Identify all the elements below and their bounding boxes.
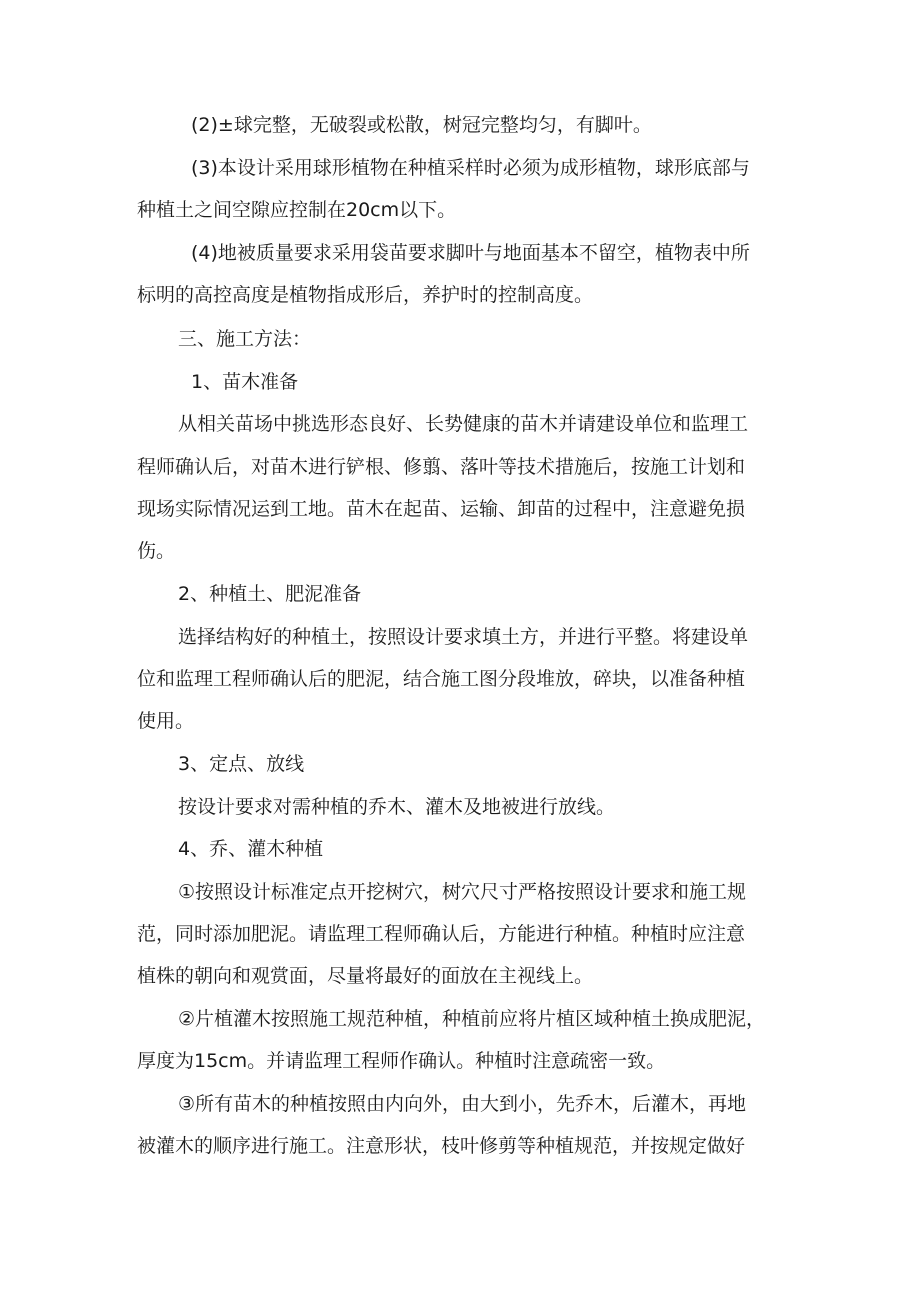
- text-line: 位和监理工程师确认后的肥泥，结合施工图分段堆放，碎块，以准备种植: [137, 668, 746, 690]
- text-line: 从相关苗场中挑选形态良好、长势健康的苗木并请建设单位和监理工: [178, 413, 749, 435]
- text-line: 范，同时添加肥泥。请监理工程师确认后，方能进行种植。种植时应注意: [137, 923, 746, 945]
- subheading: 1、苗木准备: [191, 371, 299, 393]
- text-line: (2)±球完整，无破裂或松散，树冠完整均匀，有脚叶。: [191, 114, 652, 136]
- text-line: 植株的朝向和观赏面，尽量将最好的面放在主视线上。: [137, 965, 594, 987]
- text-line: ①按照设计标准定点开挖树穴，树穴尺寸严格按照设计要求和施工规: [178, 881, 747, 903]
- text-line: (3)本设计采用球形植物在种植采样时必须为成形植物，球形底部与: [191, 157, 750, 179]
- text-line: 使用。: [137, 710, 195, 732]
- text-line: ②片植灌木按照施工规范种植，种植前应将片植区域种植土换成肥泥，: [178, 1008, 766, 1030]
- text-line: 程师确认后，对苗木进行铲根、修翦、落叶等技术措施后，按施工计划和: [137, 456, 746, 478]
- text-line: 选择结构好的种植土，按照设计要求填土方，并进行平整。将建设单: [178, 626, 749, 648]
- section-heading: 三、施工方法：: [178, 328, 312, 350]
- text-line: 按设计要求对需种植的乔木、灌木及地被进行放线。: [178, 796, 616, 818]
- subheading: 4、乔、灌木种植: [178, 838, 324, 860]
- text-line: (4)地被质量要求采用袋苗要求脚叶与地面基本不留空，植物表中所: [191, 242, 750, 264]
- text-line: 现场实际情况运到工地。苗木在起苗、运输、卸苗的过程中，注意避免损: [137, 498, 746, 520]
- text-line: 厚度为15cm。并请监理工程师作确认。种植时注意疏密一致。: [137, 1050, 666, 1072]
- text-line: 种植土之间空隙应控制在20cm以下。: [137, 199, 457, 221]
- subheading: 3、定点、放线: [178, 753, 305, 775]
- text-line: 伤。: [137, 540, 176, 562]
- text-line: 被灌木的顺序进行施工。注意形状，枝叶修剪等种植规范，并按规定做好: [137, 1135, 746, 1157]
- subheading: 2、种植土、肥泥准备: [178, 583, 362, 605]
- text-line: ③所有苗木的种植按照由内向外，由大到小，先乔木，后灌木，再地: [178, 1093, 747, 1115]
- text-line: 标明的高控高度是植物指成形后，养护时的控制高度。: [137, 284, 594, 306]
